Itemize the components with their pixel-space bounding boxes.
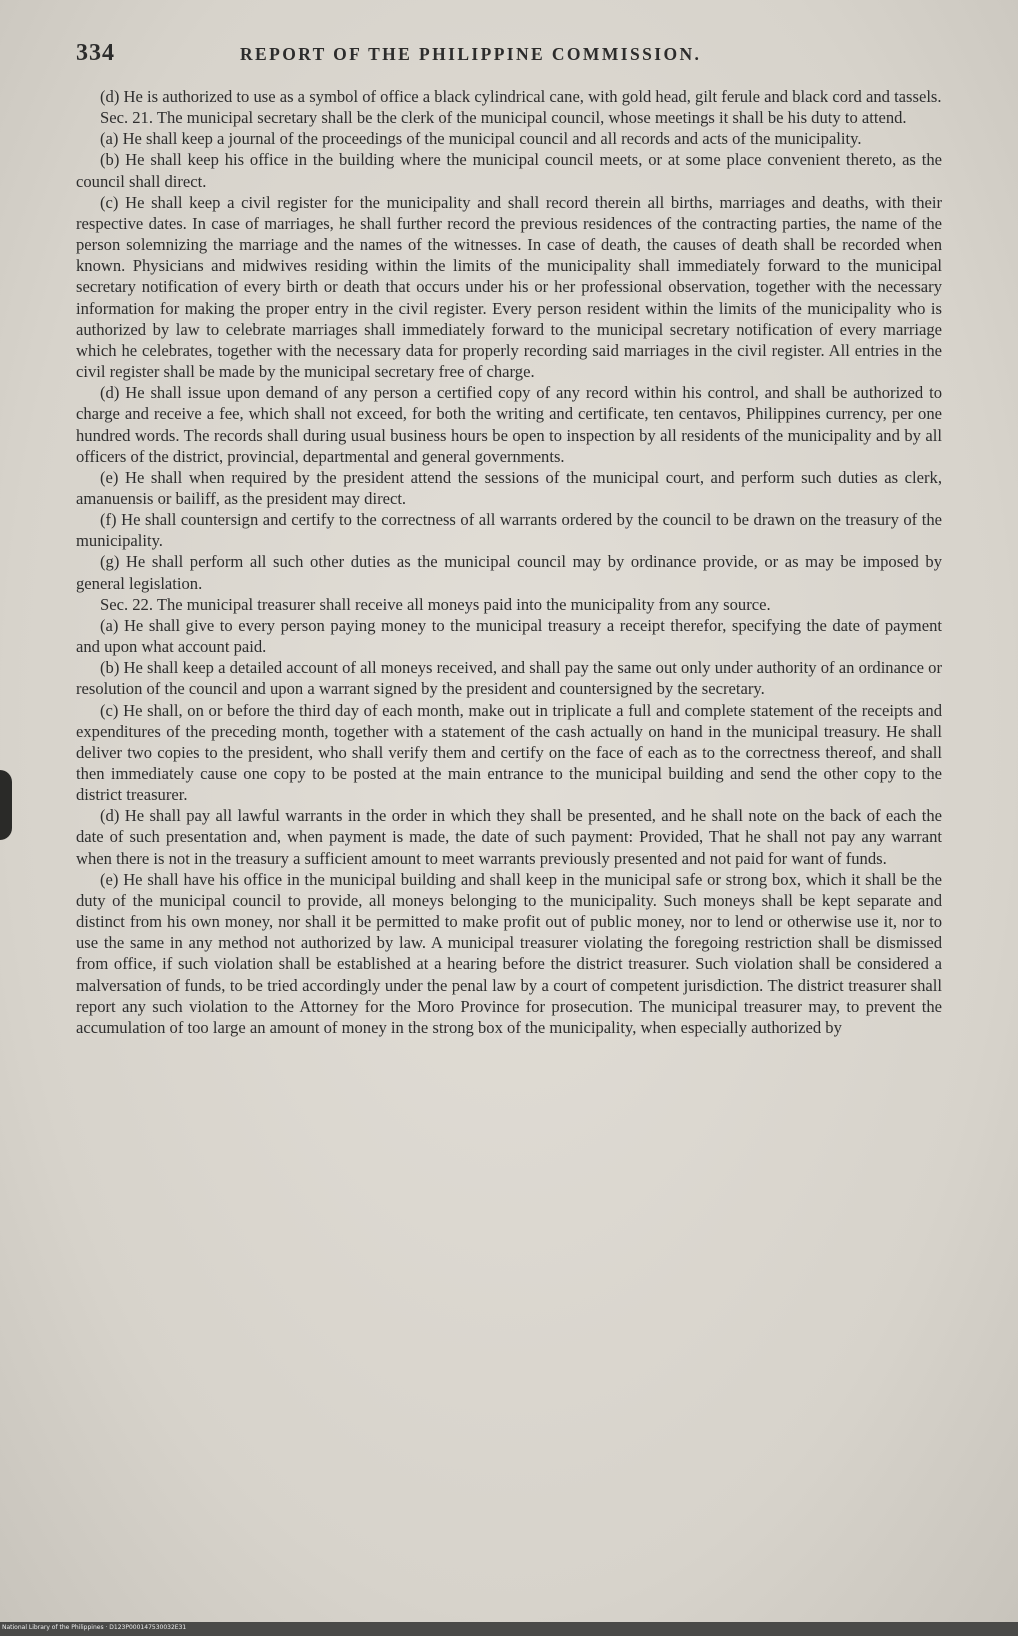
scan-credit: National Library of the Philippines · D123P000147530032E31	[2, 1624, 187, 1631]
paragraph: (d) He is authorized to use as a symbol of office a black cylindrical cane, with gold head, gilt ferule and black cord and tassels.	[100, 87, 942, 106]
paragraph: (e) He shall when required by the president attend the sessions of the municipal court, and perform such duties as clerk, amanuensis or bailiff, as the president may direct.	[76, 467, 942, 508]
paragraph: (b) He shall keep a detailed account of all moneys received, and shall pay the same out only under authority of an ordinance or resolution of the council and upon a warrant signed by the president and countersigned by the secretary.	[76, 658, 942, 699]
paragraph: (f) He shall countersign and certify to the correctness of all warrants ordered by the council to be drawn on the treasury of the municipality.	[76, 510, 942, 551]
paragraph: (e) He shall have his office in the municipal building and shall keep in the municipal safe or strong box, which it shall be the duty of the municipal council to provide, all moneys belonging to the municipality. Such moneys shall be kept separate and distinct from his own money, nor shall it be permitted to make profit out of public money, nor to lend or otherwise use it, nor to use the same in any method not authorized by law. A municipal treasurer violating the foregoing restriction shall be dismissed from office, if such violation shall be established at a hearing before the district treasurer. Such violation shall be considered a malversation of funds, to be tried accordingly under the penal law by a court of competent jurisdiction. The district treasurer shall report any such violation to the Attorney for the Moro Province for prosecution. The municipal treasurer may, to prevent the accumulation of too large an amount of money in the strong box of the municipality, when especially authorized by	[76, 869, 942, 1037]
paragraph: Sec. 22. The municipal treasurer shall receive all moneys paid into the municipality from any source.	[100, 594, 771, 614]
paragraph: (c) He shall, on or before the third day of each month, make out in triplicate a full and complete statement of the receipts and expenditures of the preceding month, together with a statement of the cash actually on hand in the municipal treasury. He shall deliver two copies to the president, who shall verify them and certify on the face of each as to the correctness thereof, and shall then immediately cause one copy to be posted at the main entrance to the municipal building and send the other copy to the district treasurer.	[76, 700, 942, 805]
page-number: 334	[76, 40, 115, 66]
paragraph: (b) He shall keep his office in the building where the municipal council meets, or at some place convenient thereto, as the council shall direct.	[76, 150, 942, 191]
paragraph: (a) He shall keep a journal of the proceedings of the municipal council and all records and acts of the municipality.	[100, 129, 862, 149]
paragraph: (d) He shall issue upon demand of any person a certified copy of any record within his control, and shall be authorized to charge and receive a fee, which shall not exceed, for both the writing and certificate, ten centavos, Philippines currency, per one hundred words. The records shall during usual business hours be open to inspection by all residents of the municipality and by all officers of the district, provincial, departmental and general governments.	[76, 383, 942, 466]
binding-shadow	[0, 770, 12, 840]
body-text	[76, 86, 942, 1038]
page-header	[76, 40, 956, 76]
paragraph: (c) He shall keep a civil register for the municipality and shall record therein all births, marriages and deaths, with their respective dates. In case of marriages, he shall further record the previous residences of the contracting parties, the name of the person solemnizing the marriage and the names of the witnesses. In case of death, the causes of death shall be recorded when known. Physicians and midwives residing within the limits of the municipality shall immediately forward to the municipal secretary notification of every birth or death that occurs under his or her professional observation, together with the necessary information for making the proper entry in the civil register. Every person resident within the limits of the municipality who is authorized by law to celebrate marriages shall immediately forward to the municipal secretary notification of every marriage which he celebrates, together with the necessary data for properly recording said marriages in the civil register. All entries in the civil register shall be made by the municipal secretary free of charge.	[76, 192, 942, 382]
paragraph: (g) He shall perform all such other duties as the municipal council may by ordinance provide, or as may be imposed by general legislation.	[76, 552, 942, 593]
paragraph: Sec. 21. The municipal secretary shall be the clerk of the municipal council, whose meetings it shall be his duty to attend.	[100, 108, 907, 128]
running-head: REPORT OF THE PHILIPPINE COMMISSION.	[240, 44, 702, 64]
paragraph: (a) He shall give to every person paying money to the municipal treasury a receipt therefor, specifying the date of payment and upon what account paid.	[76, 615, 942, 657]
paragraph: (d) He shall pay all lawful warrants in the order in which they shall be presented, and he shall note on the back of each the date of such presentation and, when payment is made, the date of such payment: Provided, That he shall not pay any warrant when there is not in the treasury a sufficient amount to meet warrants previously presented and not paid for want of funds.	[76, 806, 942, 868]
